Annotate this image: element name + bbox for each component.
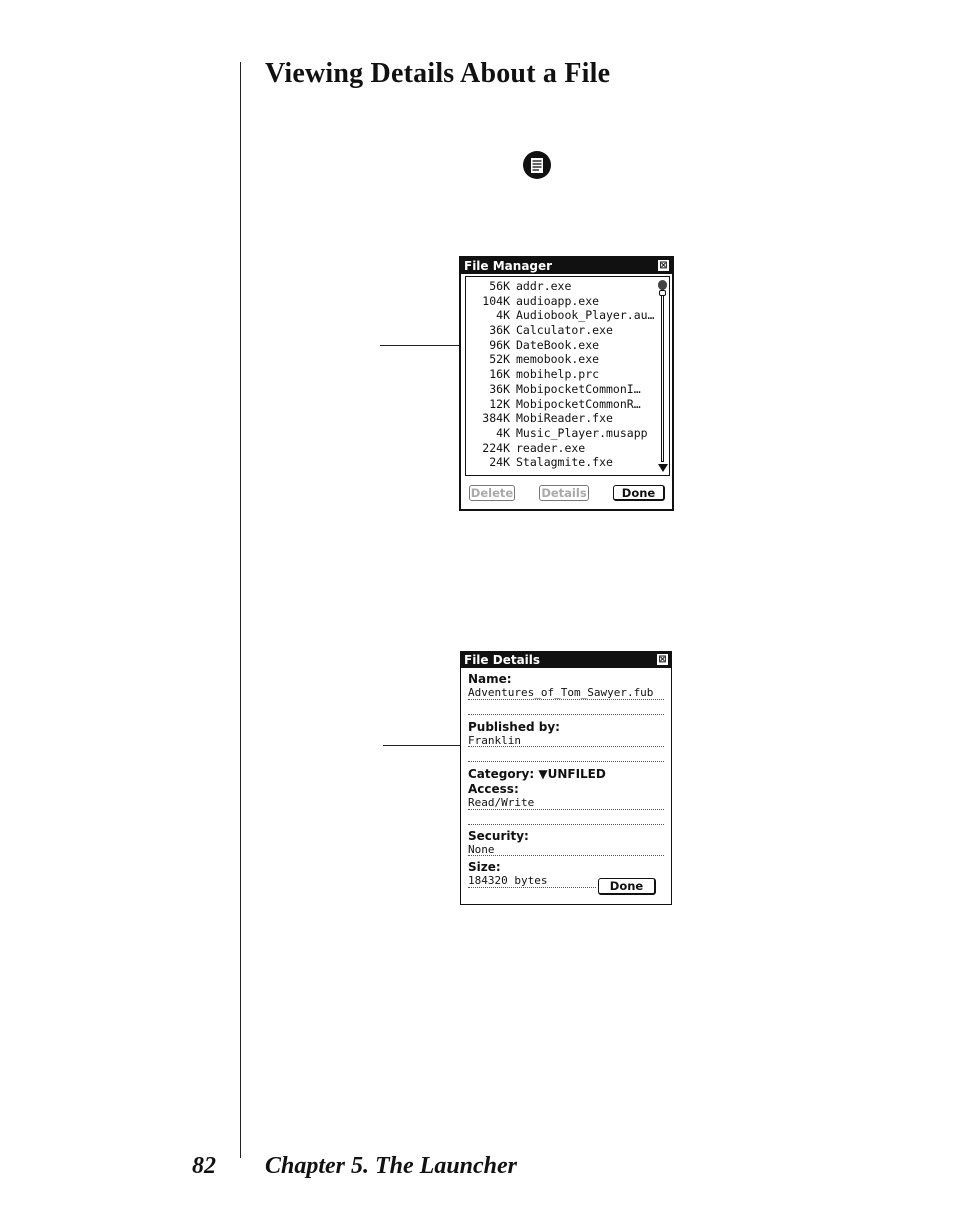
dropdown-arrow-icon: ▼ — [538, 767, 548, 781]
scroll-down-icon[interactable] — [658, 464, 668, 472]
scrollbar-rail — [661, 288, 664, 462]
chapter-footer: Chapter 5. The Launcher — [265, 1153, 518, 1179]
file-size: 24K — [489, 455, 510, 470]
file-name: reader.exe — [516, 440, 586, 455]
file-list-rows — [468, 279, 654, 470]
file-list-item[interactable] — [468, 411, 654, 426]
file-list-item[interactable] — [468, 294, 654, 309]
details-done-button[interactable]: Done — [598, 878, 656, 895]
delete-button[interactable]: Delete — [470, 486, 514, 500]
file-size: 56K — [489, 279, 510, 293]
file-name: MobipocketCommonI… — [516, 381, 641, 396]
callout-line-file-details — [383, 745, 461, 746]
file-list-item[interactable] — [468, 338, 654, 353]
file-list-item[interactable] — [468, 308, 654, 323]
file-size: 4K — [496, 425, 510, 440]
file-name: Stalagmite.fxe — [516, 455, 613, 470]
file-list-item[interactable] — [468, 397, 654, 412]
category-trigger[interactable] — [538, 767, 606, 781]
file-size: 104K — [482, 293, 510, 308]
name-field[interactable]: Adventures_of_Tom_Sawyer.fub — [468, 687, 664, 700]
category-value: UNFILED — [547, 767, 606, 781]
file-list-item[interactable] — [468, 455, 654, 470]
file-manager-dialog — [459, 256, 674, 511]
name-label: Name: — [468, 672, 512, 686]
file-details-titlebar — [461, 652, 671, 668]
details-button[interactable]: Details — [539, 485, 589, 501]
file-details-body — [468, 672, 664, 888]
file-list-item[interactable] — [468, 441, 654, 456]
file-size: 12K — [489, 396, 510, 411]
category-row — [468, 767, 664, 782]
file-manager-titlebar — [461, 258, 672, 274]
file-name: Calculator.exe — [516, 323, 613, 338]
file-size: 36K — [489, 323, 510, 338]
file-list-item[interactable] — [468, 426, 654, 441]
file-size: 52K — [489, 352, 510, 367]
file-size: 36K — [489, 381, 510, 396]
file-size: 224K — [482, 440, 510, 455]
file-list-item[interactable] — [468, 279, 654, 294]
file-size: 96K — [489, 337, 510, 352]
callout-line-file-list — [380, 345, 460, 346]
file-list-item[interactable] — [468, 367, 654, 382]
menu-list-icon — [522, 150, 552, 180]
file-name: addr.exe — [516, 279, 572, 293]
close-box-icon[interactable]: ⊠ — [659, 260, 668, 271]
file-list-item[interactable] — [468, 352, 654, 367]
file-name: Audiobook_Player.au… — [516, 308, 654, 323]
file-name: MobiReader.fxe — [516, 411, 613, 426]
file-name: mobihelp.prc — [516, 367, 600, 382]
published-by-blank-line — [468, 747, 664, 762]
access-field[interactable]: Read/Write — [468, 797, 664, 810]
scrollbar-thumb[interactable] — [659, 290, 666, 296]
file-size: 16K — [489, 367, 510, 382]
published-by-field[interactable]: Franklin — [468, 735, 664, 748]
margin-rule — [240, 62, 241, 1158]
file-details-title: File Details — [464, 653, 541, 667]
file-list — [465, 276, 670, 476]
scrollbar[interactable] — [658, 280, 667, 472]
file-name: memobook.exe — [516, 352, 600, 367]
file-list-item[interactable] — [468, 323, 654, 338]
done-button[interactable]: Done — [613, 485, 665, 501]
page-title: Viewing Details About a File — [265, 58, 611, 89]
file-name: DateBook.exe — [516, 337, 600, 352]
access-blank-line — [468, 810, 664, 825]
file-name: Music_Player.musapp — [516, 425, 648, 440]
category-label: Category: — [468, 767, 535, 781]
security-label: Security: — [468, 828, 529, 843]
access-label: Access: — [468, 782, 519, 796]
file-size: 384K — [482, 411, 510, 426]
scroll-up-icon[interactable] — [658, 280, 667, 290]
published-by-label: Published by: — [468, 719, 560, 734]
file-details-dialog — [460, 651, 672, 905]
file-list-item[interactable] — [468, 382, 654, 397]
file-name: MobipocketCommonR… — [516, 396, 641, 411]
file-size: 4K — [496, 308, 510, 323]
size-value: 184320 bytes — [468, 875, 596, 888]
page-number: 82 — [192, 1153, 216, 1179]
file-manager-title: File Manager — [464, 259, 553, 273]
security-field[interactable]: None — [468, 844, 664, 857]
size-label: Size: — [468, 860, 501, 874]
close-box-icon[interactable]: ⊠ — [658, 654, 667, 665]
name-field-blank-line — [468, 700, 664, 715]
file-name: audioapp.exe — [516, 293, 600, 308]
